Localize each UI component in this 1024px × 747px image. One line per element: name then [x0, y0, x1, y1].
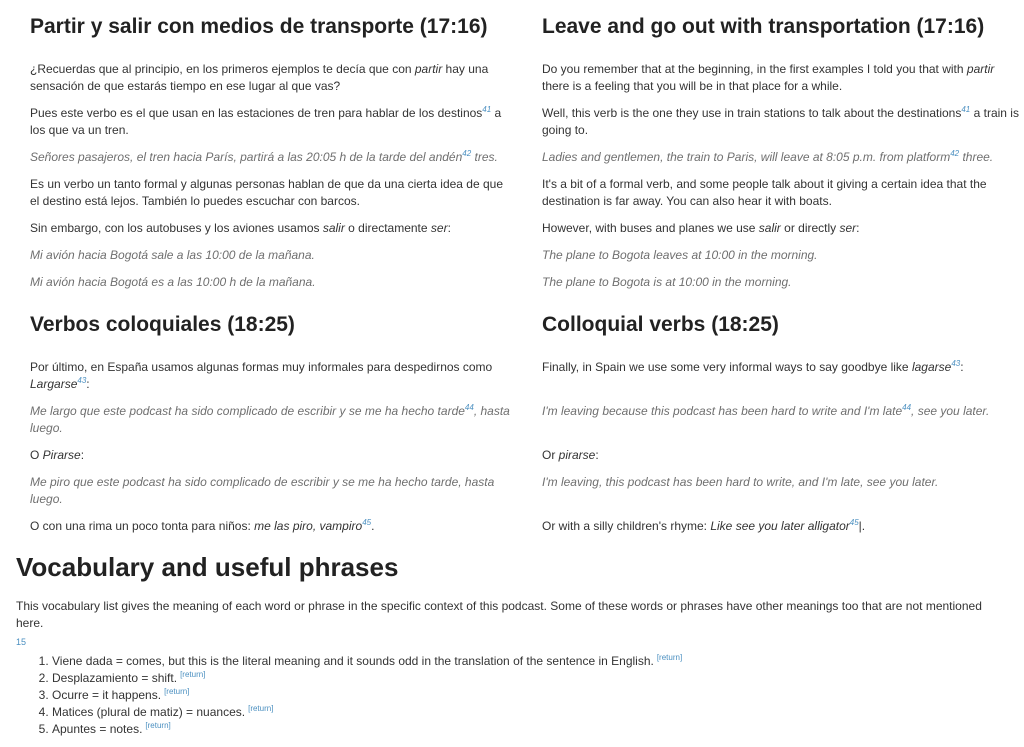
paragraph: O Pirarse:	[30, 448, 85, 462]
english-column	[542, 310, 1024, 545]
example-sentence: I'm leaving because this podcast has been hard to write and I'm late$^{44}$, see you later.	[542, 403, 990, 418]
list-item: 2. Desplazamiento = shift. [return]	[52, 670, 1011, 687]
vocabulary-section	[16, 550, 1011, 738]
section-title-en: Leave and go out with transportation (17:16)	[542, 15, 985, 38]
section-title-en: Colloquial verbs (18:25)	[542, 313, 779, 336]
return-link[interactable]: [return]	[164, 687, 190, 696]
spacer	[542, 386, 1024, 403]
paragraph: However, with buses and planes we use salir or directly ser:	[542, 221, 860, 235]
spacer	[542, 501, 1024, 518]
footnote-link[interactable]: 45	[849, 518, 859, 527]
example-sentence: Me piro que este podcast ha sido complicado de escribir y se me ha hecho tarde, hasta luego.	[30, 475, 495, 506]
footnote-link[interactable]: 41	[482, 105, 492, 114]
vocabulary-list	[16, 653, 1011, 738]
footnote-link[interactable]: 41	[961, 105, 971, 114]
spanish-column	[30, 310, 512, 545]
page-number: 15	[16, 637, 27, 647]
example-sentence: Señores pasajeros, el tren hacia París, partirá a las 20:05 h de la tarde del andén$^{42}$ tres.	[30, 149, 498, 164]
example-sentence: I'm leaving, this podcast has been hard to write, and I'm late, see you later.	[542, 475, 939, 489]
paragraph: Finally, in Spain we use some very informal ways to say goodbye like lagarse$^{43}$:	[542, 359, 964, 374]
example-sentence: Me largo que este podcast ha sido complicado de escribir y se me ha hecho tarde$^{44}$, hasta luego.	[30, 403, 510, 435]
section-title-es: Partir y salir con medios de transporte (17:16)	[30, 15, 488, 38]
return-link[interactable]: [return]	[145, 721, 171, 730]
paragraph: Sin embargo, con los autobuses y los aviones usamos salir o directamente ser:	[30, 221, 451, 235]
paragraph: Pues este verbo es el que usan en las estaciones de tren para hablar de los destinos$^{41}$ a los que va un tren.	[30, 105, 502, 137]
footnote-link[interactable]: 43	[77, 376, 87, 385]
return-link[interactable]: [return]	[248, 704, 274, 713]
paragraph: Por último, en España usamos algunas formas muy informales para despedirnos como Largarse$^{43}$:	[30, 360, 493, 391]
paragraph: Or with a silly children's rhyme: Like see you later alligator$^{45}$|.	[542, 518, 866, 533]
footnote-link[interactable]: 44	[464, 403, 474, 412]
english-column	[542, 12, 1024, 301]
vocabulary-title: Vocabulary and useful phrases	[16, 552, 399, 582]
spanish-column	[30, 12, 512, 301]
paragraph: ¿Recuerdas que al principio, en los primeros ejemplos te decía que con partir hay una sensación de que estarás tiempo en ese lugar al que vas?	[30, 62, 489, 93]
footnote-link[interactable]: 45	[362, 518, 372, 527]
footnote-link[interactable]: 42	[950, 149, 960, 158]
section-transport	[30, 12, 1020, 301]
section-colloquial	[30, 310, 1020, 545]
list-item: 3. Ocurre = it happens. [return]	[52, 687, 1011, 704]
list-item: 4. Matices (plural de matiz) = nuances. [return]	[52, 704, 1011, 721]
example-sentence: Mi avión hacia Bogotá es a las 10:00 h de la mañana.	[30, 275, 316, 289]
list-item: 5. Apuntes = notes. [return]	[52, 721, 1011, 738]
footnote-link[interactable]: 42	[462, 149, 472, 158]
footnote-link[interactable]: 43	[951, 359, 961, 368]
footnote-link[interactable]: 44	[902, 403, 912, 412]
bilingual-columns	[30, 12, 1020, 545]
paragraph: It's a bit of a formal verb, and some people talk about it giving a certain idea that the destination is far away. You can also hear it with boats.	[542, 177, 987, 208]
example-sentence: The plane to Bogota is at 10:00 in the morning.	[542, 275, 792, 289]
section-title-es: Verbos coloquiales (18:25)	[30, 313, 295, 336]
example-sentence: Ladies and gentlemen, the train to Paris, will leave at 8:05 p.m. from platform$^{42}$ three.	[542, 149, 994, 164]
return-link[interactable]: [return]	[656, 653, 683, 662]
vocabulary-intro: This vocabulary list gives the meaning of each word or phrase in the specific context of this podcast. Some of these words or phrases have other meanings too that are not mentioned here.	[16, 599, 982, 630]
paragraph: O con una rima un poco tonta para niños: me las piro, vampiro$^{45}$.	[30, 518, 375, 533]
list-item: 1. Viene dada = comes, but this is the literal meaning and it sounds odd in the translation of the sentence in English. [return]	[52, 653, 1011, 670]
example-sentence: Mi avión hacia Bogotá sale a las 10:00 de la mañana.	[30, 248, 315, 262]
spacer	[542, 430, 1024, 447]
paragraph: Well, this verb is the one they use in train stations to talk about the destinations$^{41}$ a train is going to.	[542, 105, 1019, 137]
paragraph: Or pirarse:	[542, 448, 599, 462]
paragraph: Do you remember that at the beginning, in the first examples I told you that with partir there is a feeling that you will be in that place for a while.	[542, 62, 995, 93]
return-link[interactable]: [return]	[180, 670, 206, 679]
paragraph: Es un verbo un tanto formal y algunas personas hablan de que da una cierta idea de que el destino está lejos. También lo puedes escuchar con barcos.	[30, 177, 503, 208]
example-sentence: The plane to Bogota leaves at 10:00 in the morning.	[542, 248, 818, 262]
